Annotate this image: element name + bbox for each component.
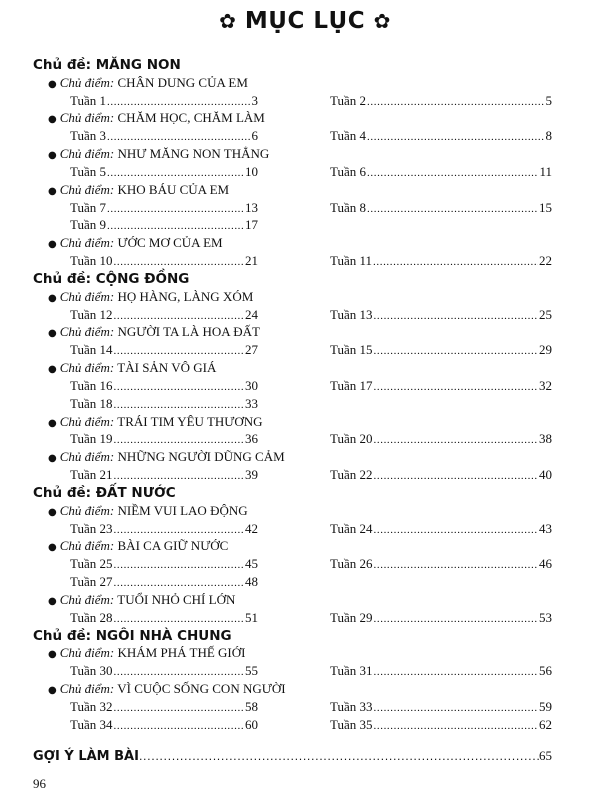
dot-leader (374, 559, 538, 571)
toc-entry (70, 467, 258, 483)
entry-label: Tuần 13 (330, 306, 373, 322)
theme-name: NGƯỜI TA LÀ HOA ĐẤT (117, 324, 260, 340)
section-heading: Chủ đề: CỘNG ĐỒNG (33, 270, 190, 287)
toc-entry (70, 128, 258, 144)
toc-entry (70, 574, 258, 590)
dot-leader (374, 524, 538, 536)
section-heading: Chủ đề: NGÔI NHÀ CHUNG (33, 627, 232, 644)
toc-entry (330, 717, 552, 733)
theme-name: CHĂM HỌC, CHĂM LÀM (117, 110, 265, 126)
theme-label: Chủ điểm: (59, 235, 115, 251)
theme-line (48, 414, 263, 430)
entry-label: Tuần 5 (70, 163, 107, 179)
theme-line (48, 235, 223, 251)
entry-label: Tuần 15 (330, 342, 373, 358)
toc-entry (330, 378, 552, 394)
entry-page: 24 (245, 306, 258, 322)
dot-leader (114, 256, 244, 268)
entry-label: Tuần 8 (330, 199, 367, 215)
entry-page: 51 (245, 609, 258, 625)
theme-name: KHO BÁU CỦA EM (117, 181, 230, 197)
bullet-icon: ● (48, 185, 57, 197)
theme-name: HỌ HÀNG, LÀNG XÓM (117, 288, 254, 304)
dot-leader (374, 702, 538, 714)
toc-entry (330, 164, 552, 180)
entry-label: Tuần 17 (330, 377, 373, 393)
theme-line (48, 360, 216, 376)
dot-leader (114, 345, 244, 357)
dot-leader (114, 310, 244, 322)
theme-line (48, 645, 245, 661)
entry-label: Tuần 7 (70, 199, 107, 215)
theme-line (48, 324, 260, 340)
theme-label: Chủ điểm: (59, 502, 115, 518)
dot-leader (374, 666, 538, 678)
entry-label: Tuần 28 (70, 609, 113, 625)
dot-leader (374, 310, 538, 322)
entry-page: 13 (245, 199, 258, 215)
flower-icon: ✿ (219, 9, 237, 33)
dot-leader (114, 470, 244, 482)
theme-label: Chủ điểm: (59, 360, 115, 376)
entry-label: Tuần 6 (330, 163, 367, 179)
dot-leader (114, 702, 244, 714)
dot-leader (114, 613, 244, 625)
entry-label: Tuần 24 (330, 520, 373, 536)
entry-label: Tuần 12 (70, 306, 113, 322)
toc-entry (330, 253, 552, 269)
theme-name: ƯỚC MƠ CỦA EM (117, 235, 223, 251)
theme-name: TÀI SẢN VÔ GIÁ (117, 360, 217, 376)
theme-name: NHỮNG NGƯỜI DŨNG CẢM (117, 449, 285, 465)
entry-label: Tuần 34 (70, 716, 113, 732)
theme-line (48, 146, 269, 162)
entry-label: Tuần 20 (330, 431, 373, 447)
footer-label: GỢI Ý LÀM BÀI (33, 749, 139, 764)
page-title (0, 8, 610, 34)
entry-page: 21 (245, 253, 258, 269)
entry-page: 8 (545, 128, 552, 144)
theme-name: CHÂN DUNG CỦA EM (117, 74, 248, 90)
toc-entry (330, 663, 552, 679)
entry-page: 11 (539, 163, 552, 179)
toc-entry (70, 556, 258, 572)
theme-label: Chủ điểm: (59, 146, 115, 162)
dot-leader (374, 345, 538, 357)
footer-page: 65 (539, 748, 552, 763)
entry-label: Tuần 35 (330, 716, 373, 732)
toc-entry (70, 307, 258, 323)
theme-label: Chủ điểm: (59, 288, 115, 304)
dot-leader (114, 720, 244, 732)
theme-line (48, 75, 248, 91)
entry-label: Tuần 2 (330, 92, 367, 108)
entry-label: Tuần 11 (330, 253, 373, 269)
entry-page: 36 (245, 431, 258, 447)
dot-leader (107, 131, 250, 143)
entry-label: Tuần 10 (70, 253, 113, 269)
dot-leader (374, 720, 538, 732)
entry-page: 59 (539, 698, 552, 714)
theme-name: TUỔI NHỎ CHÍ LỚN (117, 591, 236, 607)
toc-entry (70, 610, 258, 626)
entry-page: 15 (539, 199, 552, 215)
entry-page: 30 (245, 377, 258, 393)
section-heading: Chủ đề: ĐẤT NƯỚC (33, 484, 176, 501)
entry-page: 6 (251, 128, 258, 144)
bullet-icon: ● (48, 114, 57, 126)
dot-leader (139, 750, 539, 763)
theme-line (48, 592, 235, 608)
toc-entry (70, 378, 258, 394)
entry-page: 32 (539, 377, 552, 393)
theme-label: Chủ điểm: (59, 645, 115, 661)
entry-label: Tuần 21 (70, 467, 113, 483)
theme-line (48, 110, 265, 126)
entry-page: 39 (245, 467, 258, 483)
bullet-icon: ● (48, 239, 57, 251)
theme-label: Chủ điểm: (59, 110, 115, 126)
entry-page: 43 (539, 520, 552, 536)
entry-page: 10 (245, 163, 258, 179)
toc-entry (70, 431, 258, 447)
toc-footer-entry (33, 748, 552, 764)
entry-label: Tuần 26 (330, 556, 373, 572)
theme-label: Chủ điểm: (59, 538, 115, 554)
toc-entry (70, 699, 258, 715)
entry-label: Tuần 1 (70, 92, 107, 108)
bullet-icon: ● (48, 364, 57, 376)
theme-line (48, 503, 248, 519)
theme-line (48, 289, 253, 305)
entry-label: Tuần 9 (70, 217, 107, 233)
entry-label: Tuần 4 (330, 128, 367, 144)
theme-line (48, 182, 229, 198)
toc-entry (330, 307, 552, 323)
toc-entry (330, 610, 552, 626)
toc-entry (70, 93, 258, 109)
theme-label: Chủ điểm: (59, 324, 115, 340)
dot-leader (114, 399, 244, 411)
dot-leader (114, 666, 244, 678)
entry-page: 56 (539, 663, 552, 679)
entry-page: 55 (245, 663, 258, 679)
dot-leader (107, 220, 244, 232)
theme-label: Chủ điểm: (59, 591, 115, 607)
entry-label: Tuần 25 (70, 556, 113, 572)
entry-page: 60 (245, 716, 258, 732)
toc-entry (330, 521, 552, 537)
dot-leader (374, 470, 538, 482)
entry-label: Tuần 27 (70, 574, 113, 590)
entry-page: 45 (245, 556, 258, 572)
toc-entry (70, 164, 258, 180)
entry-page: 38 (539, 431, 552, 447)
dot-leader (374, 381, 538, 393)
bullet-icon: ● (48, 685, 57, 697)
dot-leader (114, 381, 244, 393)
toc-entry (70, 200, 258, 216)
bullet-icon: ● (48, 150, 57, 162)
bullet-icon: ● (48, 453, 57, 465)
toc-entry (70, 663, 258, 679)
dot-leader (114, 524, 244, 536)
bullet-icon: ● (48, 328, 57, 340)
entry-label: Tuần 18 (70, 395, 113, 411)
dot-leader (107, 203, 244, 215)
toc-entry (70, 521, 258, 537)
entry-label: Tuần 32 (70, 698, 113, 714)
entry-page: 5 (545, 92, 552, 108)
dot-leader (374, 434, 538, 446)
entry-page: 17 (245, 217, 258, 233)
entry-label: Tuần 19 (70, 431, 113, 447)
entry-page: 27 (245, 342, 258, 358)
entry-label: Tuần 23 (70, 520, 113, 536)
toc-entry (70, 342, 258, 358)
flower-icon: ✿ (373, 9, 391, 33)
theme-line (48, 681, 286, 697)
dot-leader (367, 167, 538, 179)
entry-label: Tuần 33 (330, 698, 373, 714)
entry-label: Tuần 3 (70, 128, 107, 144)
entry-page: 25 (539, 306, 552, 322)
entry-page: 62 (539, 716, 552, 732)
theme-name: TRÁI TIM YÊU THƯƠNG (117, 413, 263, 429)
toc-entry (330, 93, 552, 109)
dot-leader (114, 434, 244, 446)
toc-entry (330, 200, 552, 216)
theme-name: BÀI CA GIỮ NƯỚC (117, 538, 229, 554)
toc-entry (70, 217, 258, 233)
entry-page: 46 (539, 556, 552, 572)
entry-label: Tuần 29 (330, 609, 373, 625)
theme-label: Chủ điểm: (59, 413, 115, 429)
theme-line (48, 538, 228, 554)
entry-page: 48 (245, 574, 258, 590)
entry-page: 42 (245, 520, 258, 536)
theme-label: Chủ điểm: (59, 181, 115, 197)
toc-entry (70, 717, 258, 733)
entry-label: Tuần 16 (70, 377, 113, 393)
bullet-icon: ● (48, 595, 57, 607)
toc-entry (330, 431, 552, 447)
toc-entry (330, 467, 552, 483)
toc-entry (330, 342, 552, 358)
toc-entry (330, 556, 552, 572)
bullet-icon: ● (48, 506, 57, 518)
toc-entry (70, 253, 258, 269)
entry-page: 22 (539, 253, 552, 269)
theme-name: NIỀM VUI LAO ĐỘNG (117, 502, 248, 518)
entry-page: 40 (539, 467, 552, 483)
dot-leader (367, 203, 538, 215)
theme-label: Chủ điểm: (59, 74, 115, 90)
theme-label: Chủ điểm: (59, 449, 115, 465)
dot-leader (367, 131, 544, 143)
bullet-icon: ● (48, 78, 57, 90)
entry-label: Tuần 30 (70, 663, 113, 679)
theme-name: KHÁM PHÁ THẾ GIỚI (117, 645, 246, 661)
dot-leader (367, 96, 544, 108)
theme-line (48, 449, 285, 465)
dot-leader (107, 167, 244, 179)
toc-entry (330, 128, 552, 144)
entry-label: Tuần 22 (330, 467, 373, 483)
entry-page: 53 (539, 609, 552, 625)
dot-leader (373, 256, 538, 268)
entry-label: Tuần 14 (70, 342, 113, 358)
bullet-icon: ● (48, 292, 57, 304)
toc-entry (330, 699, 552, 715)
theme-name: NHƯ MĂNG NON THẲNG (117, 146, 270, 162)
dot-leader (114, 559, 244, 571)
theme-label: Chủ điểm: (59, 681, 115, 697)
dot-leader (114, 577, 244, 589)
bullet-icon: ● (48, 649, 57, 661)
section-heading: Chủ đề: MĂNG NON (33, 57, 181, 73)
page-number: 96 (33, 776, 46, 791)
entry-page: 29 (539, 342, 552, 358)
theme-name: VÌ CUỘC SỐNG CON NGƯỜI (117, 681, 286, 697)
entry-page: 3 (251, 92, 258, 108)
toc-entry (70, 396, 258, 412)
entry-page: 58 (245, 698, 258, 714)
dot-leader (107, 96, 250, 108)
title-text: MỤC LỤC (244, 8, 366, 34)
entry-label: Tuần 31 (330, 663, 373, 679)
entry-page: 33 (245, 395, 258, 411)
bullet-icon: ● (48, 542, 57, 554)
bullet-icon: ● (48, 417, 57, 429)
dot-leader (374, 613, 538, 625)
